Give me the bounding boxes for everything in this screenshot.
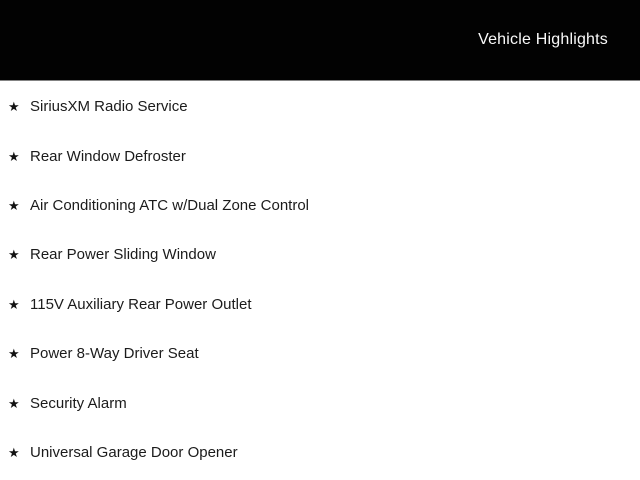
list-item-label: Universal Garage Door Opener <box>30 443 238 461</box>
header-bar <box>0 0 640 81</box>
list-item-label: Air Conditioning ATC w/Dual Zone Control <box>30 196 310 214</box>
list-item-label: Rear Power Sliding Window <box>30 246 216 264</box>
list-item-label: SiriusXM Radio Service <box>30 98 188 116</box>
star-icon: ★ <box>8 346 20 362</box>
list-item <box>8 230 640 279</box>
list-item <box>8 131 640 180</box>
list-item <box>8 378 640 427</box>
star-icon: ★ <box>8 99 20 115</box>
highlights-list <box>0 81 640 477</box>
list-item-label: Security Alarm <box>30 394 127 412</box>
list-item <box>8 428 640 477</box>
list-item <box>8 82 640 131</box>
star-icon: ★ <box>8 395 20 411</box>
star-icon: ★ <box>8 247 20 263</box>
list-item-label: Rear Window Defroster <box>30 147 186 165</box>
star-icon: ★ <box>8 444 20 460</box>
star-icon: ★ <box>8 197 20 213</box>
star-icon: ★ <box>8 148 20 164</box>
list-item-label: Power 8-Way Driver Seat <box>30 345 199 363</box>
list-item-label: 115V Auxiliary Rear Power Outlet <box>30 295 252 313</box>
list-item <box>8 181 640 230</box>
page-title: Vehicle Highlights <box>478 31 608 48</box>
list-item <box>8 280 640 329</box>
list-item <box>8 329 640 378</box>
star-icon: ★ <box>8 296 20 312</box>
